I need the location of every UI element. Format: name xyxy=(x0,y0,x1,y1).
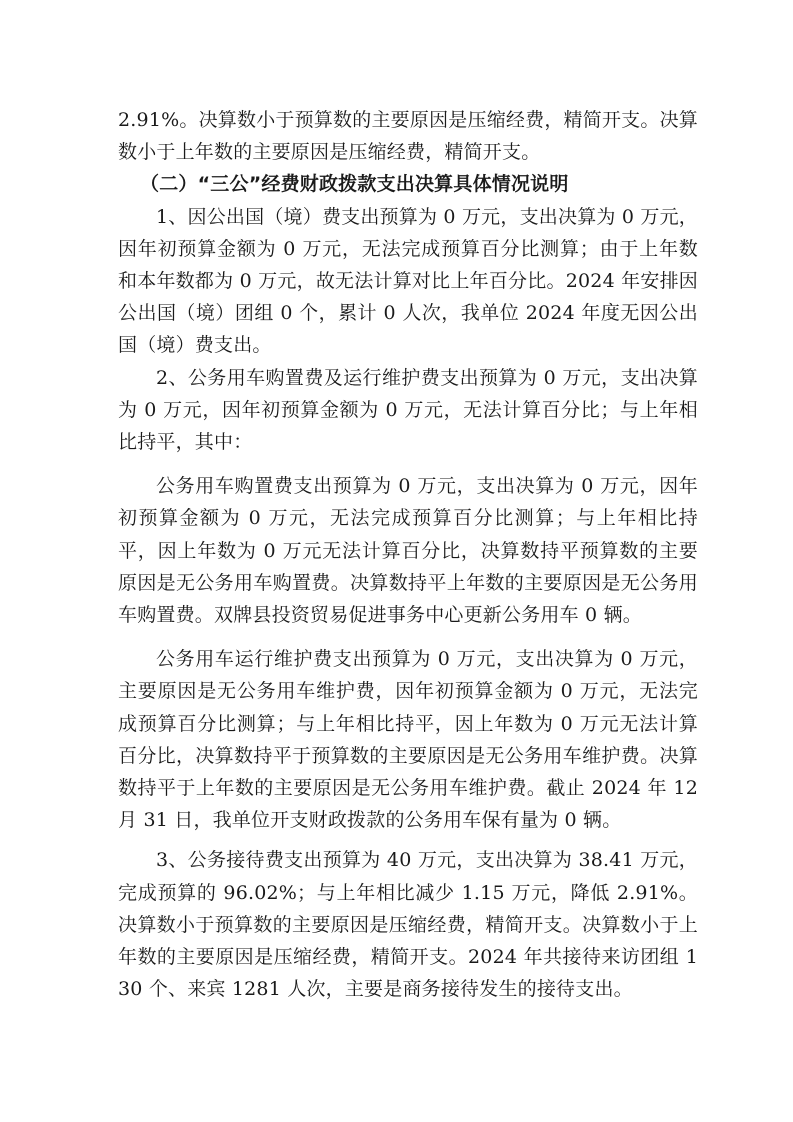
paragraph-overseas-travel: 1、因公出国（境）费支出预算为 0 万元，支出决算为 0 万元，因年初预算金额为 0 万元，无法完成预算百分比测算；由于上年数和本年数都为 0 万元，故无法计算对比上年百分比。2024 年安排因公出国（境）团组 0 个，累计 0 人次，我单位 2024 年度无因公出国（境）费支出。 xyxy=(118,205,698,357)
paragraph-official-vehicles: 2、公务用车购置费及运行维护费支出预算为 0 万元，支出决算为 0 万元，因年初预算金额为 0 万元，无法计算百分比；与上年相比持平，其中： xyxy=(118,366,698,454)
paragraph-vehicle-maintenance: 公务用车运行维护费支出预算为 0 万元，支出决算为 0 万元，主要原因是无公务用车维护费，因年初预算金额为 0 万元，无法完成预算百分比测算；与上年相比持平，因上年数为 0 万元无法计算百分比，决算数持平于预算数的主要原因是无公务用车维护费。决算数持平于上年数的主要原因是无公务用车维护费。截止 2024 年 12 月 31 日，我单位开支财政拨款的公务用车保有量为 0 辆。 xyxy=(118,648,698,832)
document-body xyxy=(118,104,698,1005)
section-heading-three-public-expenses: （二）“三公”经费财政拨款支出决算具体情况说明 xyxy=(140,173,569,196)
paragraph-continuation: 2.91%。决算数小于预算数的主要原因是压缩经费，精简开支。决算数小于上年数的主要原因是压缩经费，精简开支。 xyxy=(118,109,698,164)
paragraph-official-reception: 3、公务接待费支出预算为 40 万元，支出决算为 38.41 万元，完成预算的 96.02%；与上年相比减少 1.15 万元，降低 2.91%。决算数小于预算数的主要原因是压缩经费，精简开支。决算数小于上年数的主要原因是压缩经费，精简开支。2024 年共接待来访团组 130 个、来宾 1281 人次，主要是商务接待发生的接待支出。 xyxy=(118,849,698,1001)
paragraph-vehicle-purchase: 公务用车购置费支出预算为 0 万元，支出决算为 0 万元，因年初预算金额为 0 万元，无法完成预算百分比测算；与上年相比持平，因上年数为 0 万元无法计算百分比，决算数持平预算数的主要原因是无公务用车购置费。决算数持平上年数的主要原因是无公务用车购置费。双牌县投资贸易促进事务中心更新公务用车 0 辆。 xyxy=(118,475,698,627)
